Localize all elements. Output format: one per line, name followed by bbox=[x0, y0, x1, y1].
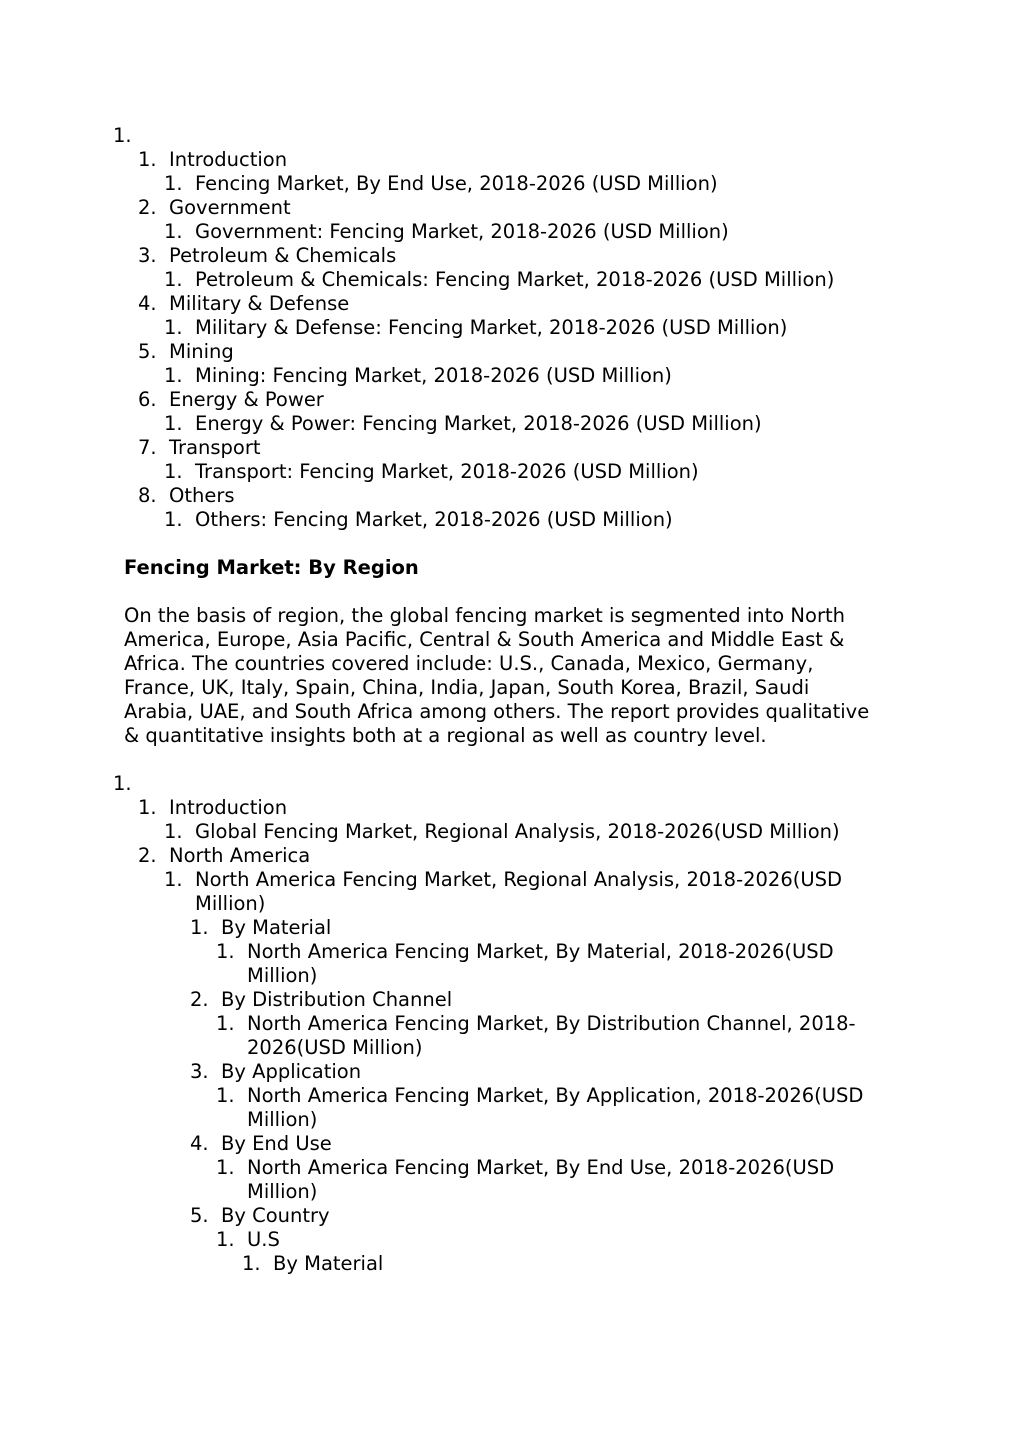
list-subitem-continuation: Million) bbox=[247, 964, 318, 987]
list-root-number: 1. bbox=[113, 772, 132, 795]
list-item: 3. By Application bbox=[190, 1060, 362, 1083]
list-subitem: 1. Transport: Fencing Market, 2018-2026 (USD Million) bbox=[164, 460, 699, 483]
list-subitem: 1. By Material bbox=[242, 1252, 384, 1275]
list-item: 3. Petroleum & Chemicals bbox=[138, 244, 397, 267]
paragraph-line: Africa. The countries covered include: U.S., Canada, Mexico, Germany, bbox=[124, 652, 814, 675]
list-subitem-continuation: 2026(USD Million) bbox=[247, 1036, 423, 1059]
list-root-number: 1. bbox=[113, 124, 132, 147]
list-subitem: 1. Government: Fencing Market, 2018-2026 (USD Million) bbox=[164, 220, 729, 243]
list-subitem: 1. North America Fencing Market, By Distribution Channel, 2018- bbox=[216, 1012, 856, 1035]
paragraph-line: On the basis of region, the global fencing market is segmented into North bbox=[124, 604, 845, 627]
list-item: 2. North America bbox=[138, 844, 311, 867]
list-subitem: 1. North America Fencing Market, By End Use, 2018-2026(USD bbox=[216, 1156, 835, 1179]
list-subitem: 1. Others: Fencing Market, 2018-2026 (USD Million) bbox=[164, 508, 673, 531]
list-subitem: 1. North America Fencing Market, Regional Analysis, 2018-2026(USD bbox=[164, 868, 843, 891]
list-subitem-continuation: Million) bbox=[247, 1180, 318, 1203]
list-subitem: 1. Petroleum & Chemicals: Fencing Market, 2018-2026 (USD Million) bbox=[164, 268, 835, 291]
list-item: 2. By Distribution Channel bbox=[190, 988, 453, 1011]
list-subitem-continuation: Million) bbox=[195, 892, 266, 915]
list-item: 2. Government bbox=[138, 196, 291, 219]
paragraph-line: France, UK, Italy, Spain, China, India, Japan, South Korea, Brazil, Saudi bbox=[124, 676, 810, 699]
list-item: 5. By Country bbox=[190, 1204, 330, 1227]
list-subitem: 1. Energy & Power: Fencing Market, 2018-2026 (USD Million) bbox=[164, 412, 762, 435]
list-item: 1. By Material bbox=[190, 916, 332, 939]
list-subitem: 1. Military & Defense: Fencing Market, 2018-2026 (USD Million) bbox=[164, 316, 788, 339]
paragraph-line: Arabia, UAE, and South Africa among others. The report provides qualitative bbox=[124, 700, 870, 723]
list-item: 8. Others bbox=[138, 484, 235, 507]
list-subitem: 1. North America Fencing Market, By Application, 2018-2026(USD bbox=[216, 1084, 864, 1107]
list-item: 4. Military & Defense bbox=[138, 292, 350, 315]
list-subitem: 1. Mining: Fencing Market, 2018-2026 (USD Million) bbox=[164, 364, 672, 387]
paragraph-line: America, Europe, Asia Pacific, Central & South America and Middle East & bbox=[124, 628, 845, 651]
list-item: 7. Transport bbox=[138, 436, 261, 459]
list-item: 4. By End Use bbox=[190, 1132, 332, 1155]
list-subitem: 1. Global Fencing Market, Regional Analysis, 2018-2026(USD Million) bbox=[164, 820, 840, 843]
section-heading: Fencing Market: By Region bbox=[124, 556, 419, 579]
list-subitem-continuation: Million) bbox=[247, 1108, 318, 1131]
list-subitem: 1. Fencing Market, By End Use, 2018-2026 (USD Million) bbox=[164, 172, 718, 195]
list-subitem: 1. North America Fencing Market, By Material, 2018-2026(USD bbox=[216, 940, 834, 963]
list-item: 1. Introduction bbox=[138, 796, 288, 819]
list-item: 5. Mining bbox=[138, 340, 234, 363]
paragraph-line: & quantitative insights both at a regional as well as country level. bbox=[124, 724, 767, 747]
list-item: 1. Introduction bbox=[138, 148, 288, 171]
list-item: 6. Energy & Power bbox=[138, 388, 324, 411]
list-subitem: 1. U.S bbox=[216, 1228, 280, 1251]
